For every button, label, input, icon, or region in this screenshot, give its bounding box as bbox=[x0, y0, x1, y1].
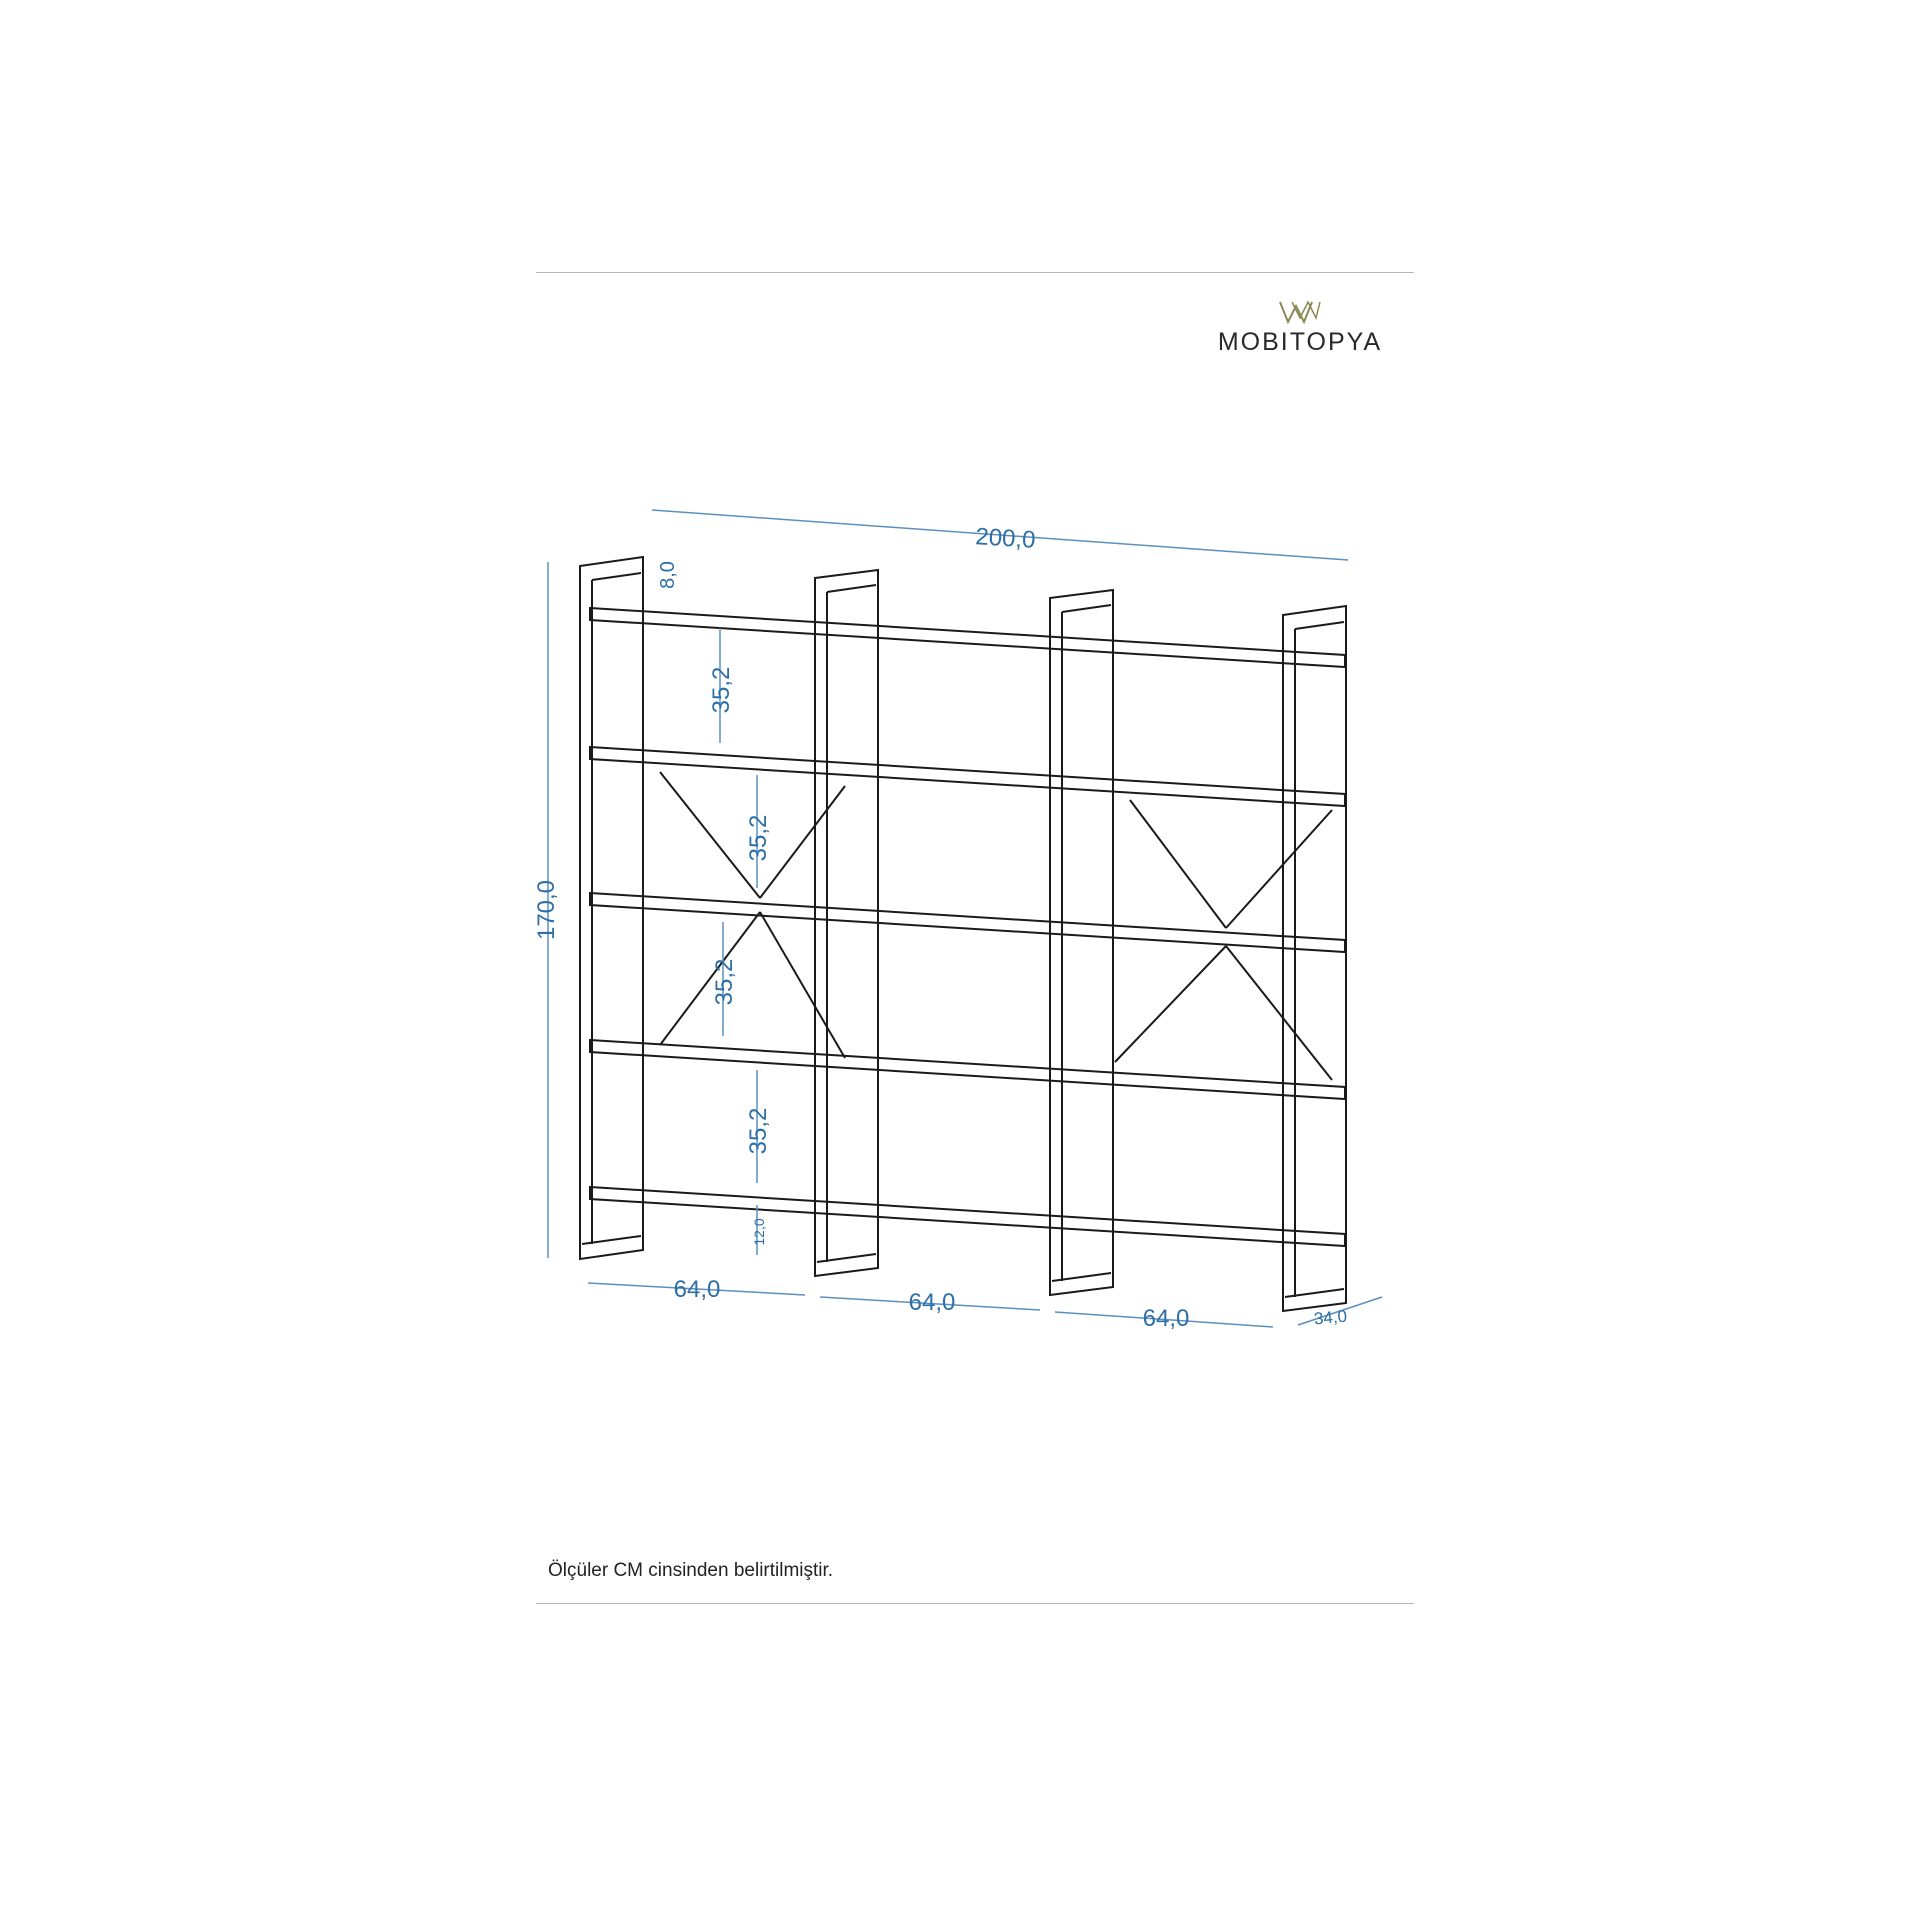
bay-width-label-1: 64,0 bbox=[673, 1276, 721, 1303]
brace-left-3 bbox=[660, 912, 760, 1045]
upright-3 bbox=[1050, 590, 1113, 1295]
bottom-clearance-label: 12,0 bbox=[751, 1218, 767, 1246]
overall-height-label: 170,0 bbox=[533, 879, 560, 941]
shelf-gap-label-4: 35,2 bbox=[745, 1107, 772, 1155]
brace-right-3 bbox=[1115, 946, 1226, 1062]
shelf-gap-label-2: 35,2 bbox=[745, 814, 772, 862]
upright-4 bbox=[1283, 606, 1346, 1311]
units-footnote: Ölçüler CM cinsinden belirtilmiştir. bbox=[548, 1560, 834, 1581]
brace-right-4 bbox=[1226, 946, 1332, 1080]
brace-left-4 bbox=[760, 912, 845, 1058]
shelf-frame bbox=[580, 557, 1346, 1311]
shelf-4 bbox=[590, 1040, 1345, 1099]
brace-right-2 bbox=[1226, 810, 1332, 928]
brand-name: MOBITOPYA bbox=[1217, 328, 1383, 356]
top-frame-label: 8,0 bbox=[657, 561, 679, 589]
bay-width-label-2: 64,0 bbox=[908, 1289, 956, 1316]
bay-width-label-3: 64,0 bbox=[1142, 1305, 1190, 1332]
brace-right-1 bbox=[1130, 800, 1226, 928]
shelf-2 bbox=[590, 747, 1345, 806]
shelf-gap-label-1: 35,2 bbox=[708, 666, 735, 714]
shelf-5 bbox=[590, 1187, 1345, 1246]
shelf-gap-label-3: 35,2 bbox=[711, 958, 738, 1006]
depth-label: 34,0 bbox=[1313, 1306, 1348, 1329]
brace-left-2 bbox=[760, 786, 845, 898]
shelf-1 bbox=[590, 608, 1345, 667]
overall-width-label: 200,0 bbox=[974, 523, 1037, 554]
